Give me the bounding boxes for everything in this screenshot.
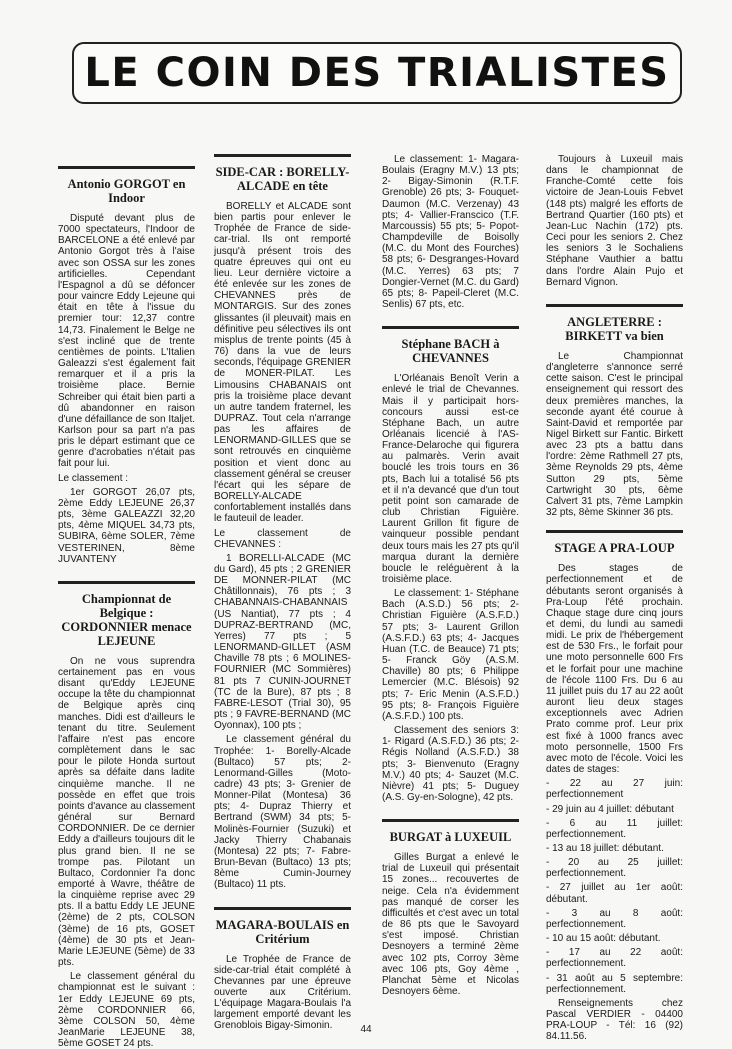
article-paragraph: Le classement : <box>58 472 129 484</box>
article-paragraph: BORELLY et ALCADE sont bien partis pour enlever le Trophée de France de side-car-trial. Ils ont remporté jusqu'à présent trois des quatre épreuves qui ont eu lieu. Leur dernière victoire a été enlevée sur les zones de CHEVANNES près de MONTARGIS. Sur des zones glissantes (il pleuvait) mais en définitive peu sélectives ils ont misplus de trente points (45 à 76) dans la vue de leurs seconds, l'équipage GRENIER de MONER-PILAT. Les Limousins CHABANAIS ont pris la troisième place devant un autre tandem fraternel, les DUPRAZ. Tout cela n'arrange pas les affaires de LENORMAND-GILLES que se sont retrouvés en cinquième position et vient donc au classement général se creuser l'écart qui les sépare de BORELLY-ALCADE confortablement installés dans le fauteuil de leader. <box>214 201 351 525</box>
stage-date: - 27 juillet au 1er août: débutant. <box>546 882 683 905</box>
article-paragraph: Le classement: 1- Magara-Boulais (Eragny M.V.) 13 pts; 2- Bigay-Simonin (R.T.F. Grenoble) 26 pts; 3- Fouquet-Daumon (M.C. Verzenay) 43 pts; 4- Vallier-Franscico (T.F. Marcoussis) 55 pts; 5- Popot-Champdeville de Boisolly (M.C. du Mont des Fourches) 58 pts; 6- Desgranges-Hovard (M.C. Yerres) 63 pts; 7 Dongier-Vernet (M.C. du Gard) 65 pts; 8- Papeil-Cleret (M.C. Senlis) 67 pts, etc. <box>382 154 519 311</box>
article-paragraph: Le Championnat d'angleterre s'annonce serré cette saison. C'est le principal enseignement qui ressort des deux premières manches, la seconde ayant été courue à Saint-David et remportée par Nigel Birkett sur Fantic. Birkett avec 23 pts a battu dans l'ordre: 2ème Rathmell 27 pts, 3ème Reynolds 29 pts, 4ème Sutton 29 pts, 5ème Cartwright 30 pts, 6ème Calvert 31 pts, 7ème Lampkin 32 pts, 8ème Skinner 36 pts. <box>546 350 683 519</box>
article-paragraph: Le classement: 1- Stéphane Bach (A.S.D.) 56 pts; 2- Christian Figuière (A.S.F.D.) 57 pts; 3- Laurent Grillon (A.S.F.D.) 63 pts; 4- Jacques Huan (T.C. de Beauce) 71 pts; 5- Franck Göy (A.S.M. Chaville) 80 pts; 6 Philippe Lemercier (M.C. Blésois) 92 pts; 7- Eric Menin (A.S.F.D.) 95 pts; 8- François Figuière (A.S.F.D.) 100 pts. <box>382 588 519 722</box>
article-rule <box>58 581 195 584</box>
stage-date: - 10 au 15 août: débutant. <box>546 933 661 945</box>
column-4 <box>546 154 683 1042</box>
column-2 <box>214 154 351 1032</box>
article-burgat <box>382 819 519 997</box>
article-paragraph: L'Orléanais Benoît Verin a enlevé le trial de Chevannes. Mais il y participait hors-concours aussi est-ce Stéphane Bach, un autre Orléanais licencié à l'AS-France-Delaroche qui figurera au palmarès. Verin avait bouclé les trois tours en 36 pts, Bach lui a totalisé 56 pts et il n'a devancé que d'un tout petit point son camarade de club Christian Figuière. Laurent Grillon fit figure de vainqueur possible pendant deux tours mais les 27 pts qu'il marqua durant la dernière boucle le reléguèrent à la troisième place. <box>382 373 519 585</box>
stage-date: - 31 août au 5 septembre: perfectionnement. <box>546 972 683 995</box>
article-paragraph: Le classement de CHEVANNES : <box>214 527 351 550</box>
article-title: STAGE A PRA-LOUP <box>554 541 675 556</box>
article-magara <box>214 907 351 1032</box>
article-paragraph: Classement des seniors 3: 1- Rigard (A.S.F.D.) 36 pts; 2- Régis Nolland (A.S.F.D.) 38 pts; 3- Bienvenuto (Eragny M.V.) 40 pts; 4- Sauzet (M.C. Nièvre) 41 pts; 5- Duguey (A.S. Gy-en-Sologne), 42 pts. <box>382 725 519 803</box>
stage-date: - 17 au 22 août: perfectionnement. <box>546 947 683 970</box>
article-luxeuil-fc <box>546 154 683 288</box>
article-rule <box>382 326 519 329</box>
article-paragraph: 1 BORELLI-ALCADE (MC du Gard), 45 pts ; 2 GRENIER DE MONNER-PILAT (MC Châtillonnais), 76 pts ; 3 CHABANNAIS-CHABANNAIS (US Nantiat), 77 pts ; 4 DUPRAZ-BERTRAND (MC, Yerres) 77 pts ; 5 LENORMAND-GILLET (ASM Chaville 78 pts ; 6 MOLINES-FOURNIER (MC Sommières) 81 pts 7 CUNIN-JOURNET (TC de la Bure), 87 pts ; 8 FABRE-LESOT (Trial 30), 95 pts ; 9 FAVRE-BERNAND (MC Oyonnax), 100 pts ; <box>214 552 351 732</box>
article-praloup <box>546 530 683 1042</box>
stage-date: - 20 au 25 juillet: perfectionnement. <box>546 857 683 880</box>
article-rule <box>58 166 195 169</box>
article-rule <box>546 530 683 533</box>
column-3 <box>382 154 519 997</box>
article-paragraph: Des stages de perfectionnement et de débutants seront organisés à Pra-Loup l'été prochain. Chaque stage dure cinq jours et demi, du lundi au samedi midi. Le prix de l'hébergement est de 530 Frs., le forfait pour une moto personnelle 600 Frs et le forfait pour une machine de l'école 1100 Frs. Du 6 au 11 juillet puis du 17 au 22 août auront lieu deux stages exceptionnels avec Adrien Prato comme prof. Leur prix est fixé à 1000 francs avec moto personnelle, 1500 Frs avec moto de l'école. Voici les dates de stages: <box>546 563 683 776</box>
page-title: LE COIN DES TRIALISTES <box>84 50 670 96</box>
stage-date: - 29 juin au 4 juillet: débutant <box>546 803 674 815</box>
article-paragraph: On ne vous suprendra certainement pas en vous disant qu'Eddy LEJEUNE occupe la tête du championnat de Belgique après cinq manches. Didi est d'ailleurs le tenant du titre. Seulement l'affaire n'est pas encore complètement dans le sac pour le pilote Honda surtout après sa défaite dans ladite cinquième manche. Il ne possède en effet que trois points d'avance au classement général sur Bernard CORDONNIER. De ce dernier Eddy a d'ailleurs toujours dit le plus grand bien. Il ne se trompe pas. Pilotant un Bultaco, Cordonnier l'a donc emporté à Wavre, théâtre de la cinquième reprise avec 29 pts. Il a battu Eddy LE JEUNE (2ème) de 2 pts, COLSON (3ème) de 16 pts, GOSET (4ème) de 30 pts et Jean-Marie LEJEUNE (5ème) de 33 pts. <box>58 655 195 969</box>
article-title: MAGARA-BOULAIS en Critérium <box>215 917 350 946</box>
article-paragraph: Toujours à Luxeuil mais dans le championnat de Franche-Comté cette fois victoire de Jean-Louis Febvet (148 pts) malgré les efforts de Bertrand Quartier (160 pts) et Jean-Luc Nachin (172) pts. Ceci pour les seniors 2. Chez les seniors 3 le Sochaliens Stéphane Vauthier a battu dans l'ordre Alain Pujo et Bernard Vignon. <box>546 154 683 288</box>
article-paragraph: Renseignements chez Pascal VERDIER - 04400 PRA-LOUP - Tél: 16 (92) 84.11.56. <box>546 997 683 1043</box>
page-header-box <box>72 42 682 104</box>
article-magara-classement <box>382 154 519 310</box>
stage-date: - 13 au 18 juillet: débutant. <box>546 842 664 854</box>
article-belgique <box>58 581 195 1049</box>
column-1 <box>58 166 195 1049</box>
article-rule <box>214 907 351 910</box>
article-paragraph: Le Trophée de France de side-car-trial était complété à Chevannes par une épreuve ouverte aux Critérium. L'équipage Magara-Boulais l'a largement emporté devant les Grenoblois Bigay-Simonin. <box>214 953 351 1032</box>
article-paragraph: Le classement général du Trophée: 1- Borelly-Alcade (Bultaco) 57 pts; 2- Lenormand-Gilles (Moto-cadre) 43 pts; 3- Grenier de Monner-Pilat (Montesa) 36 pts; 4- Dupraz Thierry et Bertrand (SWM) 34 pts; 5- Molinès-Fournier (Suzuki) et Jacky Thierry Chabanais (Montesa) 22 pts; 7- Fabre-Brun-Bevan (Bultaco) 13 pts; 8ème Cumin-Journey (Bultaco) 11 pts. <box>214 734 351 891</box>
article-rule <box>382 819 519 822</box>
article-rule <box>214 154 351 157</box>
article-title: ANGLETERRE : BIRKETT va bien <box>565 314 664 343</box>
article-gorgot <box>58 166 195 565</box>
article-title: Championnat de Belgique : CORDONNIER menace LEJEUNE <box>61 591 192 648</box>
article-paragraph: Le classement général du championnat est le suivant : 1er Eddy LEJEUNE 69 pts, 2ème CORDONNIER 66, 3ème COLSON 50, 4ème JeanMarie LEJEUNE 38, 5ème GOSET 24 pts. <box>58 971 195 1049</box>
page-number: 44 <box>360 1024 372 1035</box>
article-bach <box>382 326 519 803</box>
article-paragraph: 1er GORGOT 26,07 pts, 2ème Eddy LEJEUNE 26,37 pts, 3ème GALEAZZI 32,20 pts, 4ème MIQUEL 34,73 pts, SUBIRA, 6ème SOLER, 7ème VESTERINEN, 8ème JUVANTENY <box>58 486 195 565</box>
article-title: Stéphane BACH à CHEVANNES <box>401 337 500 366</box>
stage-date: - 22 au 27 juin: perfectionnement <box>546 778 683 801</box>
article-rule <box>546 304 683 307</box>
article-title: Antonio GORGOT en Indoor <box>67 177 186 205</box>
stage-date: - 3 au 8 août: perfectionnement. <box>546 907 683 930</box>
article-paragraph: Disputé devant plus de 7000 spectateurs, l'Indoor de BARCELONE a été enlevé par Antonio Gorgot très à l'aise avec son OSSA sur les zones artificielles. Cependant l'Espagnol a dû se défoncer pour vaincre Eddy Lejeune qui était en tête à l'issue du premier tour: 12,37 contre 14,73. Finalement le Belge ne s'est incliné que de trente centièmes de points. L'Italien Galeazzi s'est également fait remarquer et il a pris la troisième place. Bernie Schreiber qui était bien parti a dû abandonner en raison d'une défaillance de son Italjet. Karlson pour sa part n'a pas pris le départ estimant que ce genre d'acrobaties n'était pas fait pour lui. <box>58 213 196 470</box>
stage-date: - 6 au 11 juillet: perfectionnement. <box>546 817 683 840</box>
article-title: SIDE-CAR : BORELLY-ALCADE en tête <box>215 165 350 193</box>
article-angleterre <box>546 304 683 518</box>
article-title: BURGAT à LUXEUIL <box>389 830 512 845</box>
article-paragraph: Gilles Burgat a enlevé le trial de Luxeuil qui présentait 15 zones... recouvertes de neige. Cela n'a évidemment pas manqué de corser les difficultés et c'est avec un total de 86 pts que le Savoyard s'est imposé. Christian Desnoyers a terminé 2ème avec 102 pts, Corroy 3ème avec 106 pts, Goy 4ème , Planchat 5ème et Nicolas Desnoyers 6ème. <box>382 852 519 997</box>
article-sidecar <box>214 154 351 891</box>
